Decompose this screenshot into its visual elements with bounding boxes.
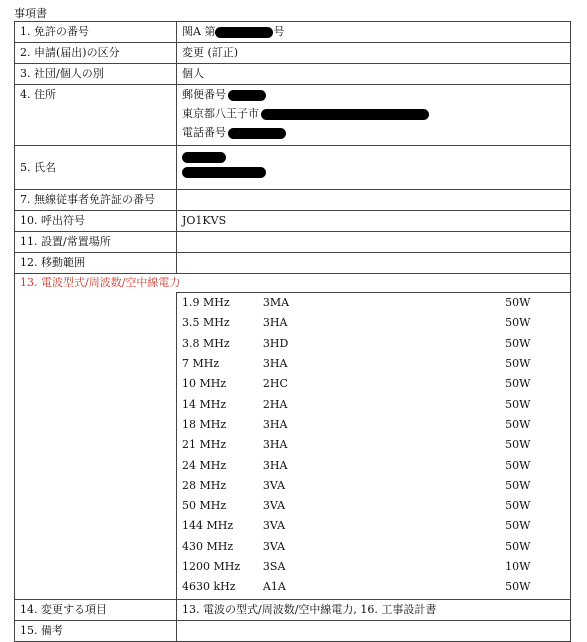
- band-row: [182, 435, 565, 455]
- postal-label: 郵便番号: [182, 88, 226, 101]
- band-frequency: 4630 kHz: [182, 580, 236, 594]
- band-frequency: 1.9 MHz: [182, 296, 230, 310]
- license-number-label: 1. 免許の番号: [15, 22, 177, 43]
- band-emission-type: 3VA: [262, 539, 286, 553]
- name-value: [177, 146, 571, 190]
- band-frequency: 10 MHz: [182, 377, 227, 391]
- address-value: [177, 85, 571, 146]
- band-emission-type: 3SA: [262, 560, 286, 573]
- band-power: 50W: [505, 438, 531, 452]
- application-type-value: 変更 (訂正): [177, 43, 571, 64]
- band-frequency: 50 MHz: [182, 499, 227, 513]
- row-changed-items: [15, 600, 571, 621]
- band-frequency: 430 MHz: [182, 539, 234, 553]
- changed-items-label: 14. 変更する項目: [15, 600, 177, 621]
- row-address: [15, 85, 571, 146]
- license-number-prefix: 関A 第: [182, 25, 216, 38]
- phone-line: [182, 123, 565, 142]
- band-frequency: 18 MHz: [182, 417, 227, 431]
- band-emission-type: 3HA: [262, 357, 288, 371]
- band-emission-type: 3HA: [262, 417, 288, 431]
- call-sign-value: JO1KVS: [177, 211, 571, 232]
- band-row: [182, 293, 565, 313]
- row-application-type: [15, 43, 571, 64]
- band-power: 50W: [505, 478, 531, 492]
- band-power: 50W: [505, 458, 531, 472]
- redaction-mark: [182, 167, 266, 178]
- band-row: [182, 313, 565, 333]
- application-type-label: 2. 申請(届出)の区分: [15, 43, 177, 64]
- band-frequency: 144 MHz: [182, 519, 234, 533]
- band-power: 50W: [505, 417, 531, 431]
- band-row: [182, 537, 565, 557]
- band-row: [182, 496, 565, 516]
- address-label: 4. 住所: [15, 85, 177, 146]
- location-label: 11. 設置/常置場所: [15, 232, 177, 253]
- license-number-value: [177, 22, 571, 43]
- band-power: 50W: [505, 397, 531, 411]
- band-power: 50W: [505, 316, 531, 330]
- address-prefix: 東京都八王子市: [182, 107, 259, 120]
- redaction-mark: [215, 27, 273, 38]
- band-power: 50W: [505, 357, 531, 371]
- emissions-label-spacer: [15, 293, 177, 600]
- location-value: [177, 232, 571, 253]
- band-emission-type: 3VA: [262, 478, 286, 492]
- document-title: 事項書: [14, 7, 47, 20]
- emissions-bands-cell: [177, 293, 571, 600]
- band-frequency: 24 MHz: [182, 458, 227, 472]
- band-emission-type: 3VA: [262, 499, 286, 513]
- band-power: 50W: [505, 539, 531, 553]
- band-frequency: 14 MHz: [182, 397, 227, 411]
- band-row: [182, 374, 565, 394]
- band-row: [182, 415, 565, 435]
- band-row: [182, 455, 565, 475]
- application-form-table: [14, 21, 571, 642]
- emission-bands-table: [182, 293, 565, 597]
- name-redaction-line: [182, 164, 565, 179]
- band-emission-type: 3HA: [262, 316, 288, 330]
- band-power: 50W: [505, 580, 531, 594]
- band-row: [182, 354, 565, 374]
- band-power: 50W: [505, 519, 531, 533]
- band-power: 50W: [505, 377, 531, 391]
- band-row: [182, 476, 565, 496]
- band-row: [182, 577, 565, 597]
- row-applicant-type: [15, 64, 571, 85]
- row-emissions-list: [15, 293, 571, 600]
- row-remarks: [15, 621, 571, 642]
- changed-items-value: 13. 電波の型式/周波数/空中線電力, 16. 工事設計書: [177, 600, 571, 621]
- band-row: [182, 516, 565, 536]
- redaction-mark: [228, 128, 286, 139]
- remarks-label: 15. 備考: [15, 621, 177, 642]
- row-emissions: [15, 274, 571, 293]
- phone-label: 電話番号: [182, 126, 226, 139]
- redaction-mark: [182, 152, 226, 163]
- redaction-mark: [228, 90, 266, 101]
- name-redaction-line: [182, 149, 565, 164]
- band-emission-type: 2HC: [262, 377, 288, 391]
- row-operator-license: [15, 190, 571, 211]
- row-license-number: [15, 22, 571, 43]
- row-call-sign: [15, 211, 571, 232]
- address-line: [182, 104, 565, 123]
- postal-line: [182, 85, 565, 104]
- band-frequency: 7 MHz: [182, 357, 220, 371]
- emissions-label: 13. 電波型式/周波数/空中線電力: [15, 274, 571, 293]
- row-location: [15, 232, 571, 253]
- license-number-suffix: 号: [273, 25, 285, 38]
- band-frequency: 28 MHz: [182, 478, 227, 492]
- band-emission-type: 2HA: [262, 397, 288, 411]
- band-power: 50W: [505, 296, 531, 310]
- band-frequency: 21 MHz: [182, 438, 227, 452]
- range-value: [177, 253, 571, 274]
- applicant-type-value: 個人: [177, 64, 571, 85]
- band-power: 50W: [505, 336, 531, 350]
- operator-license-label: 7. 無線従事者免許証の番号: [15, 190, 177, 211]
- redaction-mark: [261, 109, 429, 120]
- band-power: 10W: [505, 560, 531, 573]
- band-emission-type: 3HD: [262, 336, 289, 350]
- band-frequency: 1200 MHz: [182, 560, 241, 573]
- band-emission-type: 3HA: [262, 438, 288, 452]
- remarks-value: [177, 621, 571, 642]
- band-row: [182, 334, 565, 354]
- band-frequency: 3.8 MHz: [182, 336, 230, 350]
- band-row: [182, 394, 565, 414]
- band-power: 50W: [505, 499, 531, 513]
- band-emission-type: 3VA: [262, 519, 286, 533]
- band-frequency: 3.5 MHz: [182, 316, 230, 330]
- call-sign-label: 10. 呼出符号: [15, 211, 177, 232]
- band-emission-type: 3MA: [262, 296, 290, 310]
- row-name: [15, 146, 571, 190]
- band-emission-type: 3HA: [262, 458, 288, 472]
- operator-license-value: [177, 190, 571, 211]
- row-range: [15, 253, 571, 274]
- applicant-type-label: 3. 社団/個人の別: [15, 64, 177, 85]
- band-row: [182, 557, 565, 577]
- range-label: 12. 移動範囲: [15, 253, 177, 274]
- name-label: 5. 氏名: [15, 146, 177, 190]
- band-emission-type: A1A: [262, 580, 286, 594]
